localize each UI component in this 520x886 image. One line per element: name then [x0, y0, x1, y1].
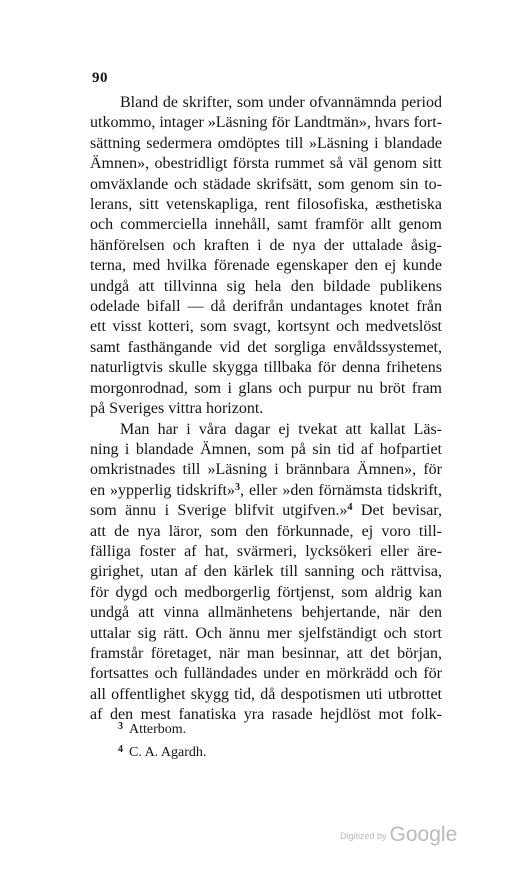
text-line: fortsattes och fulländades under en mörkrädd och för	[90, 665, 442, 683]
page-number: 90	[92, 70, 108, 86]
text-line: hänförelsen och kraften i de nya der uttalade åsig-	[90, 236, 442, 254]
body-text	[90, 93, 442, 726]
text-line: lerans, sitt vetenskapliga, rent filosofiska, æsthetiska	[90, 196, 442, 214]
paragraph-2	[90, 420, 442, 726]
text-line: morgonrodnad, som i glans och purpur nu bröt fram	[90, 379, 442, 397]
text-line-with-footnote-3	[90, 481, 442, 501]
text-line: utkommo, intager »Läsning för Landtmän», hvars fort-	[90, 114, 442, 132]
text-line: undgå att tillvinna sig hela den bildade publikens	[90, 277, 442, 295]
text-line: terna, med hvilka förenade egenskaper den ej kunde	[90, 257, 442, 275]
watermark-brand: Google	[389, 823, 458, 846]
text-line: sättning sedermera omdöptes till »Läsning i blandade	[90, 134, 442, 152]
text-line: undgå att vinna allmänhetens behjertande, när den	[90, 604, 442, 622]
text-line: girighet, utan af den kärlek till sanning och rättvisa,	[90, 563, 442, 581]
paragraph-1	[90, 93, 442, 420]
footnote-marker: 3	[118, 721, 123, 732]
footnote-ref-3: 3	[235, 481, 240, 493]
text-line: fälliga foster af hat, svärmeri, lycksökeri eller äre-	[90, 542, 442, 560]
text-line: af den mest fanatiska yra rasade hejdlöst mot folk-	[90, 706, 442, 724]
text-line: odelade bifall — då derifrån undantages knotet från	[90, 298, 442, 316]
watermark-prefix: Digitized by	[340, 831, 387, 841]
text-line: omväxlande och städade skrifsätt, som genom sin to-	[90, 175, 442, 193]
text-line: Bland de skrifter, som under ofvannämnda period	[120, 94, 442, 111]
text-line: på Sveriges vittra horizont.	[90, 400, 264, 418]
text-fragment: en »ypperlig tidskrift»	[90, 481, 235, 499]
text-line: uttalar sig rätt. Och ännu mer sjelfständigt och stort	[90, 624, 442, 642]
text-fragment: Det bevisar,	[352, 502, 442, 520]
digitization-watermark	[340, 823, 457, 847]
text-line-with-footnote-4	[90, 501, 442, 521]
text-line: Man har i våra dagar ej tvekat att kallat Läs-	[120, 420, 442, 438]
footnote-ref-4: 4	[347, 502, 353, 514]
footnote-text: Atterbom.	[129, 722, 187, 737]
text-line: framstår företaget, när man besinnar, att det början,	[90, 644, 442, 662]
text-line: Ämnen», obestridligt första rummet så väl genom sitt	[90, 155, 442, 173]
footnote-marker: 4	[118, 744, 123, 755]
text-line: och commerciella innehåll, samt framför allt genom	[90, 216, 442, 234]
text-line: naturligtvis skulle skygga tillbaka för denna frihetens	[90, 359, 442, 377]
text-line: samt fasthängande vid det sorgliga envåldssystemet,	[90, 338, 442, 356]
footnote-text: C. A. Agardh.	[129, 745, 207, 760]
text-line: ning i blandade Ämnen, som på sin tid af hofpartiet	[90, 440, 442, 458]
text-line: för dygd och medborgerlig förtjenst, som aldrig kan	[90, 583, 442, 601]
text-fragment: , eller »den förnämsta tidskrift,	[240, 481, 442, 499]
text-fragment: som ännu i Sverige blifvit utgifven.»	[90, 502, 348, 520]
text-line: omkristnades till »Läsning i brännbara Ämnen», för	[90, 461, 442, 479]
text-line: att de nya läror, som den förkunnade, ej voro till-	[90, 522, 442, 540]
text-line: ett visst kotteri, som svagt, kortsynt och medvetslöst	[90, 318, 442, 336]
footnotes	[118, 717, 206, 763]
text-line: all offentlighet skygg tid, då despotismen uti utbrottet	[90, 685, 442, 703]
footnote-4	[118, 740, 206, 763]
footnote-3	[118, 717, 206, 740]
